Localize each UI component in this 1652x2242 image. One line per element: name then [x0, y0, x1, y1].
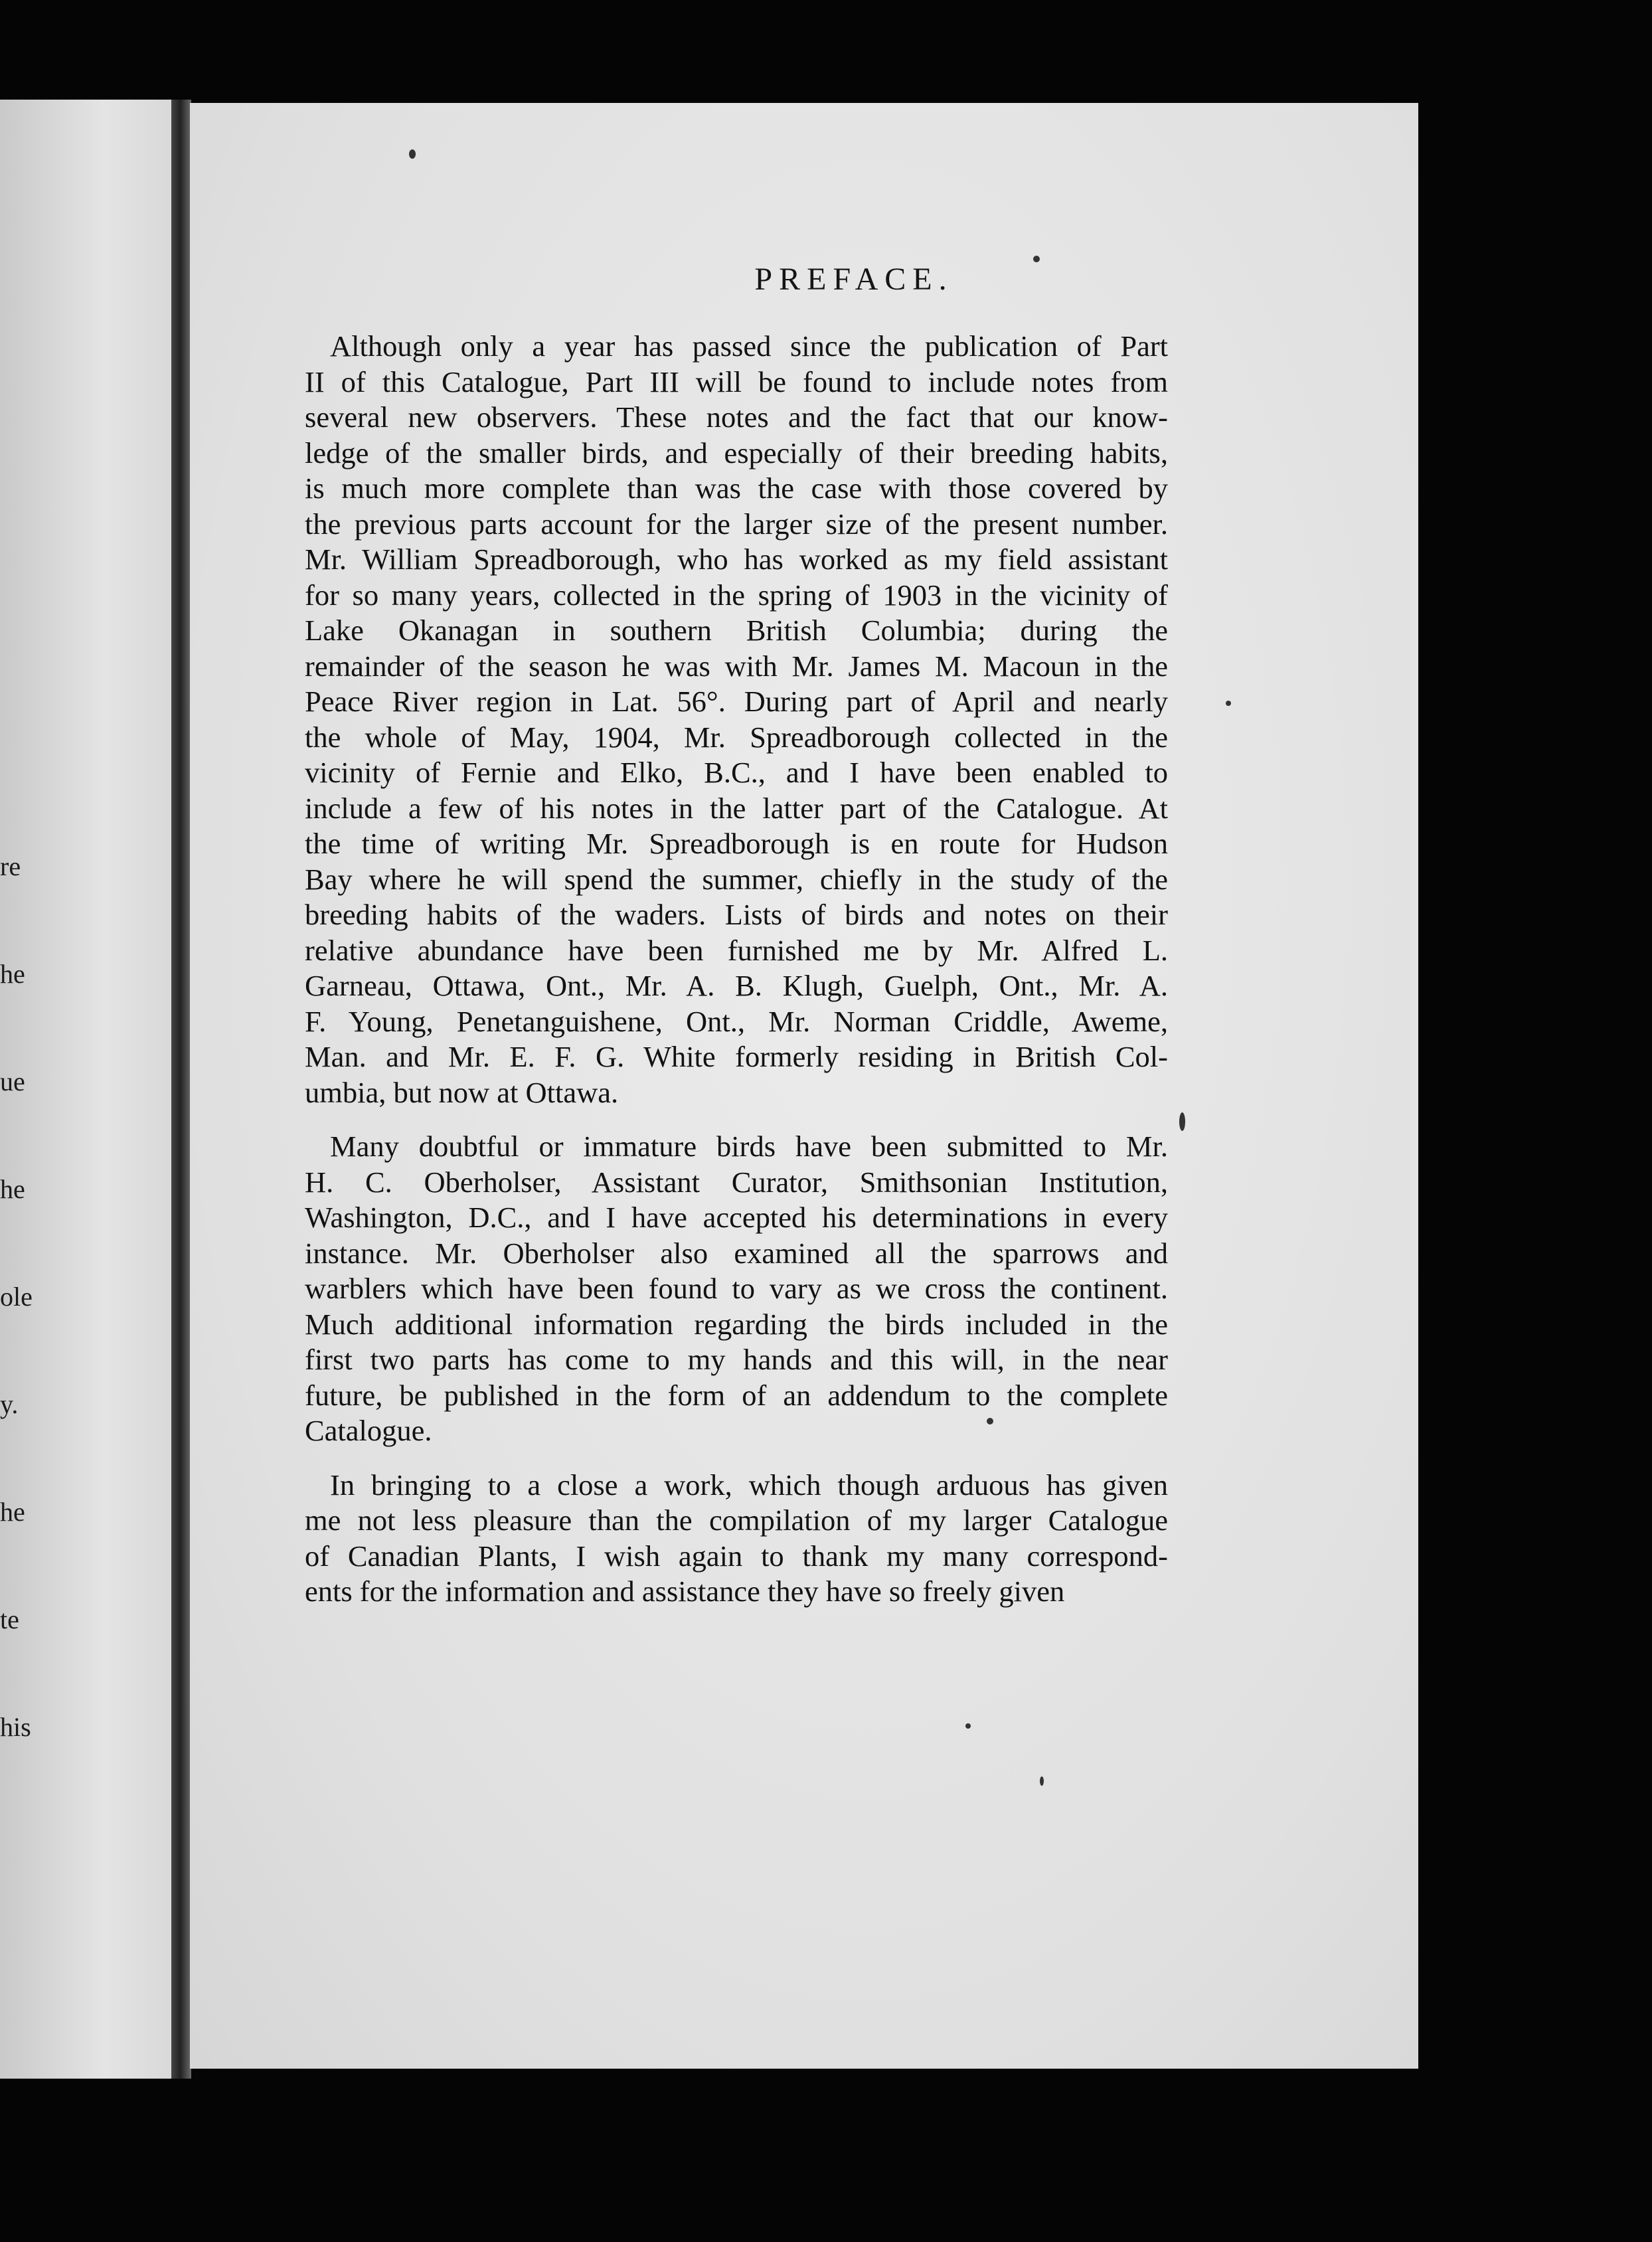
- text-line: include a few of his notes in the latter part of the Catalogue. At: [305, 791, 1168, 825]
- fragment: re: [0, 851, 21, 881]
- book-gutter: [171, 100, 191, 2079]
- scan-speck: [1226, 701, 1231, 706]
- text-line: of Canadian Plants, I wish again to thank my many correspond-: [305, 1539, 1168, 1573]
- text-line: vicinity of Fernie and Elko, B.C., and I have been enabled to: [305, 756, 1168, 789]
- fragment: his: [0, 1712, 31, 1742]
- text-line: F. Young, Penetanguishene, Ont., Mr. Norman Criddle, Aweme,: [305, 1004, 1168, 1038]
- text-line: first two parts has come to my hands and this will, in the near: [305, 1343, 1168, 1376]
- text-line: Catalogue.: [305, 1414, 432, 1447]
- text-line: for so many years, collected in the spring of 1903 in the vicinity of: [305, 578, 1168, 612]
- scan-speck: [409, 149, 416, 159]
- text-line: II of this Catalogue, Part III will be found to include notes from: [305, 365, 1168, 398]
- text-line: ents for the information and assistance they have so freely given: [305, 1575, 1065, 1608]
- book-page: [190, 103, 1418, 2069]
- text-line: ledge of the smaller birds, and especially of their breeding habits,: [305, 436, 1168, 470]
- fragment: he: [0, 1174, 25, 1204]
- page-title: PREFACE.: [754, 262, 953, 297]
- scan-speck: [1179, 1112, 1185, 1131]
- text-line: Mr. William Spreadborough, who has worked as my field assistant: [305, 543, 1168, 576]
- text-line: Much additional information regarding the birds included in the: [305, 1307, 1168, 1341]
- text-line: is much more complete than was the case with those covered by: [305, 472, 1168, 505]
- text-line: remainder of the season he was with Mr. James M. Macoun in the: [305, 649, 1168, 683]
- text-line: In bringing to a close a work, which though arduous has given: [330, 1468, 1168, 1502]
- text-line: Peace River region in Lat. 56°. During part of April and nearly: [305, 685, 1168, 718]
- fragment: he: [0, 959, 25, 989]
- paragraph: [305, 329, 1168, 1110]
- scan-speck: [987, 1418, 993, 1424]
- body-text: [305, 329, 1168, 1628]
- text-line: Bay where he will spend the summer, chiefly in the study of the: [305, 862, 1168, 896]
- text-line: the whole of May, 1904, Mr. Spreadborough collected in the: [305, 720, 1168, 754]
- text-line: umbia, but now at Ottawa.: [305, 1075, 619, 1109]
- text-line: warblers which have been found to vary as we cross the continent.: [305, 1272, 1168, 1305]
- text-line: the previous parts account for the larger size of the present number.: [305, 507, 1168, 541]
- fragment: te: [0, 1604, 19, 1634]
- scan-speck: [1033, 256, 1040, 262]
- facing-page: [0, 100, 174, 2079]
- text-line: Although only a year has passed since the publication of Part: [330, 329, 1168, 363]
- text-line: Washington, D.C., and I have accepted his determinations in every: [305, 1201, 1168, 1234]
- text-line: me not less pleasure than the compilation of my larger Catalogue: [305, 1504, 1168, 1537]
- facing-page-text-fragments: [0, 777, 40, 1817]
- fragment: y.: [0, 1389, 19, 1419]
- text-line: Man. and Mr. E. F. G. White formerly residing in British Col-: [305, 1040, 1168, 1073]
- text-line: H. C. Oberholser, Assistant Curator, Smithsonian Institution,: [305, 1165, 1168, 1199]
- text-line: breeding habits of the waders. Lists of birds and notes on their: [305, 898, 1168, 931]
- text-line: future, be published in the form of an addendum to the complete: [305, 1378, 1168, 1412]
- text-line: Many doubtful or immature birds have been submitted to Mr.: [330, 1130, 1168, 1163]
- text-line: several new observers. These notes and the fact that our know-: [305, 400, 1168, 434]
- scan-speck: [1040, 1776, 1044, 1786]
- text-line: Lake Okanagan in southern British Columbia; during the: [305, 614, 1168, 647]
- paragraph: [305, 1468, 1168, 1610]
- fragment: ue: [0, 1067, 25, 1096]
- scan-speck: [965, 1723, 971, 1729]
- text-line: instance. Mr. Oberholser also examined all the sparrows and: [305, 1236, 1168, 1270]
- fragment: ole: [0, 1282, 33, 1312]
- text-line: the time of writing Mr. Spreadborough is en route for Hudson: [305, 827, 1168, 860]
- text-line: relative abundance have been furnished me by Mr. Alfred L.: [305, 933, 1168, 967]
- fragment: he: [0, 1497, 25, 1527]
- text-line: Garneau, Ottawa, Ont., Mr. A. B. Klugh, Guelph, Ont., Mr. A.: [305, 969, 1168, 1002]
- paragraph: [305, 1129, 1168, 1449]
